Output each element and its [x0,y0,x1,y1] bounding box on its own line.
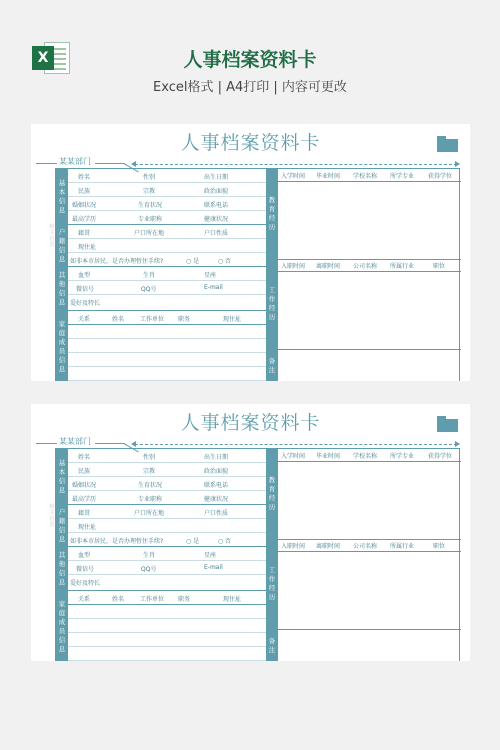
divider [95,163,125,164]
column-header: 关系 [78,316,91,323]
field-label: 姓名 [78,454,91,461]
side-note: 相关信息 [49,224,55,248]
family-header-row [68,591,266,605]
column-header: 职务 [178,316,191,323]
field-label: 宗教 [143,188,156,195]
field-label: 健康状况 [204,216,229,223]
divider [36,443,57,444]
section-label-basic: 基本信息 [56,169,68,225]
field-label: QQ号 [141,566,157,573]
record-table [55,168,460,381]
empty-row[interactable] [68,647,266,661]
column-header: 职务 [178,596,191,603]
field-label: 民族 [78,188,91,195]
table-row [68,281,266,295]
field-label: 姓名 [78,174,91,181]
column-header: 入学时间 [281,453,306,460]
column-header: 职位 [433,263,446,270]
education-header-row [278,449,461,462]
field-label: E-mail [204,284,223,291]
table-row [68,449,266,463]
table-row [68,197,266,211]
field-label: 如非本市居民，是否办理暂住手续? [70,258,164,265]
field-label: 婚姻状况 [72,202,97,209]
field-label: 星座 [204,552,217,559]
arrow-right-icon [455,161,460,167]
table-row [68,463,266,477]
table-row [68,491,266,505]
field-label: 专业职称 [138,496,163,503]
section-label-hukou: 户籍信息 [56,225,68,267]
column-header: 关系 [78,596,91,603]
column-header: 现住址 [223,596,242,603]
column-header: 姓名 [112,316,125,323]
column-header: 入学时间 [281,173,306,180]
section-label-education: 教育经历 [266,449,278,539]
radio-no[interactable]: ○ 否 [218,538,232,545]
table-row [68,477,266,491]
field-label: 联系电话 [204,202,229,209]
field-label: 籍贯 [78,510,91,517]
field-label: 星座 [204,272,217,279]
empty-row[interactable] [68,605,266,619]
folder-icon [437,416,458,432]
page-title: 人事档案资料卡 [183,49,317,71]
column-header: 离职时间 [316,263,341,270]
column-header: 学校名称 [353,453,378,460]
radio-no[interactable]: ○ 否 [218,258,232,265]
column-header: 姓名 [112,596,125,603]
field-label: 户口性质 [204,230,229,237]
record-table [55,448,460,661]
work-header-row [278,539,461,552]
field-label: QQ号 [141,286,157,293]
field-label: 籍贯 [78,230,91,237]
radio-yes[interactable]: ○ 是 [186,538,200,545]
field-label: 最高学历 [72,496,97,503]
column-header: 职位 [433,543,446,550]
department-label: 某某部门 [59,157,91,166]
field-label: 出生日期 [204,174,229,181]
field-label: 爱好及特长 [70,580,101,587]
section-label-remark: 备注 [266,349,278,381]
column-header: 毕业时间 [316,173,341,180]
field-label: 最高学历 [72,216,97,223]
radio-yes[interactable]: ○ 是 [186,258,200,265]
empty-row[interactable] [68,325,266,339]
section-label-family: 家庭成员信息 [56,311,68,381]
field-label: 健康状况 [204,496,229,503]
table-row [68,211,266,225]
table-row [68,239,266,253]
field-label: 血型 [78,552,91,559]
field-label: 政治面貌 [204,468,229,475]
column-header: 工作单位 [140,596,165,603]
section-label-education: 教育经历 [266,169,278,259]
field-label: 联系电话 [204,482,229,489]
section-label-basic: 基本信息 [56,449,68,505]
column-header: 公司名称 [353,543,378,550]
section-label-hukou: 户籍信息 [56,505,68,547]
section-label-family: 家庭成员信息 [56,591,68,661]
table-row [68,505,266,519]
field-label: 微信号 [76,566,95,573]
column-header: 所属行业 [390,543,415,550]
empty-row[interactable] [68,339,266,353]
empty-row[interactable] [68,633,266,647]
divider [95,443,125,444]
column-header: 入职时间 [281,543,306,550]
section-label-work: 工作经历 [266,259,278,349]
field-label: 婚姻状况 [72,482,97,489]
field-label: 血型 [78,272,91,279]
field-label: 民族 [78,468,91,475]
education-header-row [278,169,461,182]
column-header: 所学专业 [390,453,415,460]
field-label: 户口所在地 [134,510,165,517]
section-label-work: 工作经历 [266,539,278,629]
column-header: 学校名称 [353,173,378,180]
field-label: 现住址 [78,244,97,251]
dashed-divider [135,164,457,165]
field-label: 生肖 [143,272,156,279]
table-row [68,547,266,561]
table-row [68,533,266,547]
empty-row[interactable] [68,619,266,633]
field-label: 出生日期 [204,454,229,461]
table-row [68,295,266,311]
table-row [68,267,266,281]
table-row [68,561,266,575]
table-row [68,519,266,533]
record-card-preview-2 [31,404,470,661]
section-divider [266,629,461,630]
column-header: 所属行业 [390,263,415,270]
column-header: 获得学位 [428,453,453,460]
family-header-row [68,311,266,325]
table-row [68,169,266,183]
field-label: 生肖 [143,552,156,559]
field-label: 宗教 [143,468,156,475]
field-label: 户口所在地 [134,230,165,237]
column-header: 离职时间 [316,543,341,550]
field-label: 生育状况 [138,482,163,489]
excel-logo-letter: X [32,46,54,70]
column-header: 工作单位 [140,316,165,323]
field-label: 专业职称 [138,216,163,223]
empty-row[interactable] [68,367,266,381]
side-note: 相关信息 [49,504,55,528]
card-title: 人事档案资料卡 [180,132,321,154]
table-row [68,575,266,591]
field-label: 生育状况 [138,202,163,209]
department-label: 某某部门 [59,437,91,446]
field-label: 性别 [143,454,156,461]
table-row [68,183,266,197]
table-row [68,225,266,239]
field-label: 如非本市居民，是否办理暂住手续? [70,538,164,545]
dashed-divider [135,444,457,445]
column-header: 毕业时间 [316,453,341,460]
card-title: 人事档案资料卡 [180,412,321,434]
page-subtitle: Excel格式 | A4打印 | 内容可更改 [153,80,347,95]
section-label-remark: 备注 [266,629,278,661]
work-header-row [278,259,461,272]
field-label: 微信号 [76,286,95,293]
column-header: 获得学位 [428,173,453,180]
table-row [68,253,266,267]
section-label-other: 其他信息 [56,267,68,311]
record-card-preview-1 [31,124,470,381]
section-label-other: 其他信息 [56,547,68,591]
folder-icon [437,136,458,152]
section-divider [266,349,461,350]
column-header: 所学专业 [390,173,415,180]
column-header: 公司名称 [353,263,378,270]
field-label: E-mail [204,564,223,571]
column-header: 入职时间 [281,263,306,270]
field-label: 现住址 [78,524,97,531]
field-label: 爱好及特长 [70,300,101,307]
column-header: 现住址 [223,316,242,323]
field-label: 户口性质 [204,510,229,517]
arrow-right-icon [455,441,460,447]
empty-row[interactable] [68,353,266,367]
field-label: 性别 [143,174,156,181]
divider [36,163,57,164]
field-label: 政治面貌 [204,188,229,195]
